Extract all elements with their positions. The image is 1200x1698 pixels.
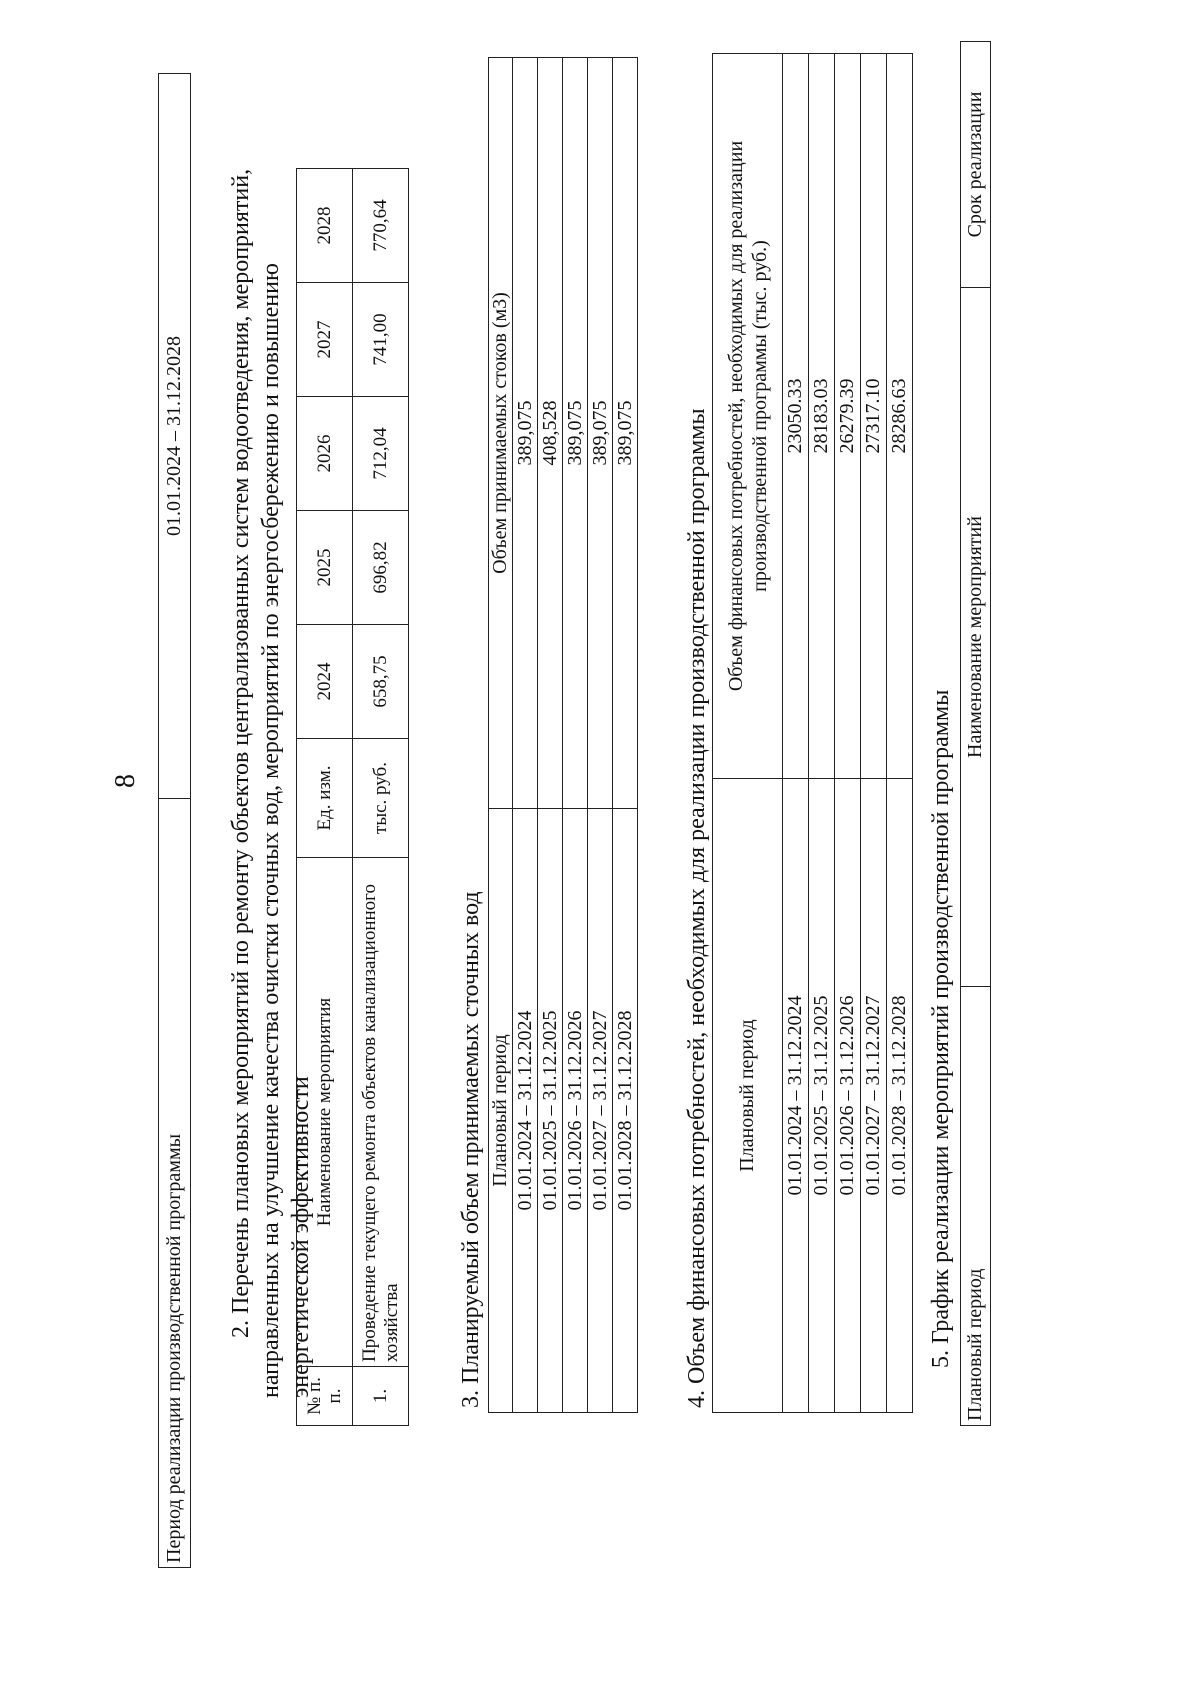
- cell-amount: 28286.63: [887, 54, 913, 779]
- col-header-number: № п. п.: [297, 1367, 353, 1426]
- table-row: [538, 58, 563, 1413]
- table-row: [809, 54, 835, 1413]
- cell-2024: 658,75: [353, 625, 409, 739]
- table-row: [353, 169, 409, 1426]
- table-row: [563, 58, 588, 1413]
- table-row: [835, 54, 861, 1413]
- cell-number: 1.: [353, 1367, 409, 1426]
- section2-heading-line1: 2. Перечень плановых мероприятий по ремонту объектов централизованных систем водоотведения, мероприятий,: [228, 168, 254, 1338]
- cell-amount: 26279.39: [835, 54, 861, 779]
- period-table: [158, 73, 191, 1568]
- period-label: Период реализации производственной программы: [159, 799, 191, 1568]
- col-header-period: Плановый период: [713, 779, 783, 1413]
- cell-2025: 696,82: [353, 511, 409, 625]
- cell-volume: 389,075: [513, 58, 538, 809]
- section4-heading: 4. Объем финансовых потребностей, необходимых для реализации производственной программы: [684, 408, 710, 1408]
- col-header-2028: 2028: [297, 169, 353, 283]
- cell-period: 01.01.2025 – 31.12.2025: [538, 809, 563, 1413]
- cell-period: 01.01.2026 – 31.12.2026: [563, 809, 588, 1413]
- col-header-period: Плановый период: [961, 987, 991, 1426]
- table-row: [887, 54, 913, 1413]
- cell-unit: тыс. руб.: [353, 739, 409, 858]
- section2-heading-line2: направленных на улучшение качества очистки сточных вод, мероприятий по энергосбережению и повышению: [258, 263, 284, 1398]
- cell-period: 01.01.2026 – 31.12.2026: [835, 779, 861, 1413]
- cell-2027: 741,00: [353, 283, 409, 397]
- cell-volume: 389,075: [588, 58, 613, 809]
- cell-amount: 23050.33: [783, 54, 809, 779]
- col-header-measures: Наименование мероприятий: [961, 288, 991, 987]
- cell-volume: 389,075: [613, 58, 638, 809]
- page-number: 8: [110, 774, 141, 788]
- cell-period: 01.01.2028 – 31.12.2028: [887, 779, 913, 1413]
- col-header-finance: Объем финансовых потребностей, необходимых для реализации производственной программы (тыс. руб.): [713, 54, 783, 779]
- cell-2026: 712,04: [353, 397, 409, 511]
- col-header-2025: 2025: [297, 511, 353, 625]
- section5-heading: 5. График реализации мероприятий производственной программы: [928, 689, 954, 1368]
- col-header-2026: 2026: [297, 397, 353, 511]
- col-header-volume: Объем принимаемых стоков (м3): [489, 58, 513, 809]
- cell-period: 01.01.2025 – 31.12.2025: [809, 779, 835, 1413]
- table-row: [588, 58, 613, 1413]
- col-header-name: Наименование мероприятия: [297, 858, 353, 1367]
- finance-table: [712, 53, 913, 1413]
- volume-table: [488, 57, 638, 1413]
- table-row: [613, 58, 638, 1413]
- period-value: 01.01.2024 – 31.12.2028: [159, 74, 191, 799]
- col-header-deadline: Срок реализации: [961, 42, 991, 288]
- cell-amount: 28183.03: [809, 54, 835, 779]
- col-header-2024: 2024: [297, 625, 353, 739]
- cell-period: 01.01.2027 – 31.12.2027: [588, 809, 613, 1413]
- col-header-unit: Ед. изм.: [297, 739, 353, 858]
- table-row: [783, 54, 809, 1413]
- col-header-period: Плановый период: [489, 809, 513, 1413]
- cell-period: 01.01.2028 – 31.12.2028: [613, 809, 638, 1413]
- schedule-table: [960, 41, 991, 1426]
- col-header-2027: 2027: [297, 283, 353, 397]
- measures-table: [296, 168, 409, 1426]
- cell-volume: 389,075: [563, 58, 588, 809]
- table-row: [513, 58, 538, 1413]
- cell-volume: 408,528: [538, 58, 563, 809]
- cell-name: Проведение текущего ремонта объектов канализационного хозяйства: [353, 858, 409, 1367]
- section2-heading-line3: энергетической эффективности: [288, 1076, 314, 1398]
- cell-period: 01.01.2027 – 31.12.2027: [861, 779, 887, 1413]
- cell-amount: 27317.10: [861, 54, 887, 779]
- cell-2028: 770,64: [353, 169, 409, 283]
- section3-heading: 3. Планируемый объем принимаемых сточных вод: [458, 891, 484, 1408]
- table-row: [861, 54, 887, 1413]
- cell-period: 01.01.2024 – 31.12.2024: [513, 809, 538, 1413]
- cell-period: 01.01.2024 – 31.12.2024: [783, 779, 809, 1413]
